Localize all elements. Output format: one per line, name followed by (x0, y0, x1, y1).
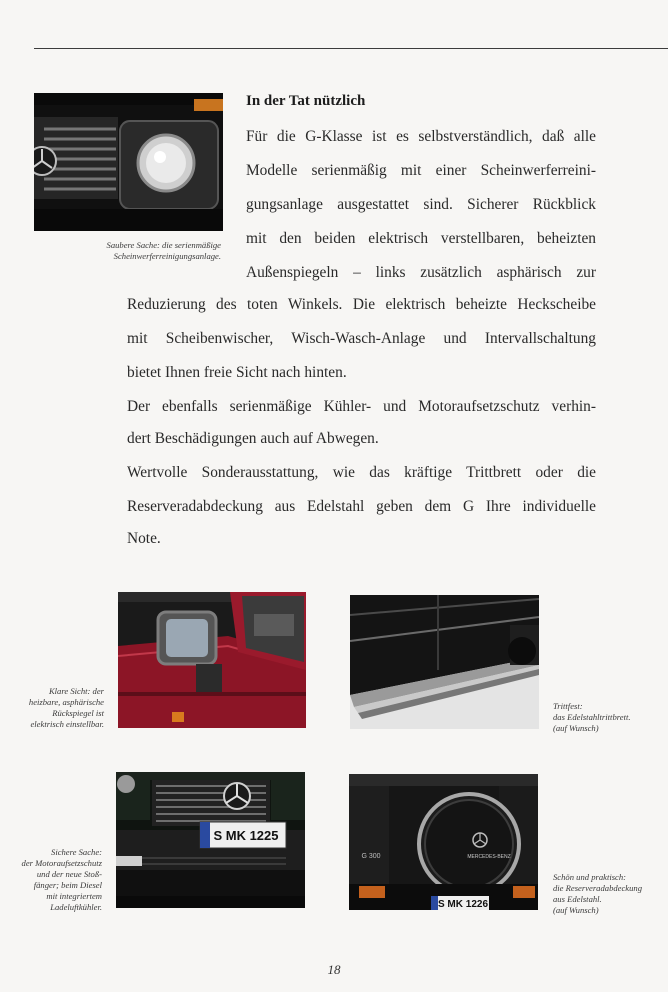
body-line: Außenspiegeln – links zusätzlich asphärisch zur (246, 264, 596, 281)
body-line: Wertvolle Sonderausstattung, wie das kräftige Trittbrett oder die (127, 464, 596, 481)
body-line: bietet Ihnen freie Sicht nach hinten. (127, 364, 347, 381)
headlamp-photo (34, 93, 223, 231)
caption-line: (auf Wunsch) (553, 905, 599, 915)
caption-line: Sichere Sache: (51, 847, 102, 857)
body-line: Modelle serienmäßig mit einer Scheinwerferreini- (246, 162, 596, 179)
caption-line: Scheinwerferreinigungsanlage. (113, 251, 221, 261)
caption-line: das Edelstahltrittbrett. (553, 712, 631, 722)
top-rule (34, 48, 668, 49)
step-photo (350, 595, 539, 729)
body-line: dert Beschädigungen auch auf Abwegen. (127, 430, 379, 447)
body-line: Der ebenfalls serienmäßige Kühler- und Motoraufsetzschutz verhin- (127, 398, 596, 415)
caption-line: (auf Wunsch) (553, 723, 599, 733)
caption-line: Rückspiegel ist (52, 708, 104, 718)
rear-plate-text: S MK 1226 (437, 899, 489, 910)
body-line: Für die G-Klasse ist es selbstverständlich, daß alle (246, 128, 596, 145)
body-line: mit den beiden elektrisch verstellbaren, beheizten (246, 230, 596, 247)
caption-line: die Reserveradabdeckung (553, 883, 643, 893)
body-line: gungsanlage ausgestattet sind. Sicherer Rückblick (246, 196, 596, 213)
grille-caption (0, 847, 102, 913)
caption-line: elektrisch einstellbar. (30, 719, 104, 729)
caption-line: heizbare, asphärische (28, 697, 104, 707)
mirror-image (118, 592, 306, 728)
step-image (350, 595, 539, 729)
spare-wheel-caption (553, 872, 668, 916)
page-number: 18 (327, 962, 341, 977)
body-line: Note. (127, 530, 161, 547)
cover-badge-text: MERCEDES-BENZ (467, 854, 511, 860)
grille-photo (116, 772, 305, 908)
front-plate-text: S MK 1225 (213, 828, 279, 843)
body-line: mit Scheibenwischer, Wisch-Wasch-Anlage und Intervallschaltung (127, 330, 596, 347)
step-caption (553, 701, 668, 734)
body-line: Reserveradabdeckung aus Edelstahl geben dem G Ihre individuelle (127, 498, 596, 515)
section-heading: In der Tat nützlich (246, 93, 366, 109)
spare-wheel-image (349, 774, 538, 910)
caption-line: Trittfest: (553, 701, 583, 711)
caption-line: Saubere Sache: die serienmäßige (106, 240, 221, 250)
caption-line: aus Edelstahl. (553, 894, 602, 904)
caption-line: der Motoraufsetzschutz (21, 858, 102, 868)
mirror-photo (118, 592, 306, 728)
caption-line: mit integriertem (46, 891, 102, 901)
model-badge-text: G 300 (361, 853, 381, 860)
caption-line: Schön und praktisch: (553, 872, 627, 882)
grille-image (116, 772, 305, 908)
spare-wheel-photo (349, 774, 538, 910)
body-line: Reduzierung des toten Winkels. Die elektrisch beheizte Heckscheibe (127, 296, 596, 313)
caption-line: und der neue Stoß- (36, 869, 102, 879)
caption-line: Ladeluftkühler. (50, 902, 102, 912)
mirror-caption (0, 686, 104, 730)
caption-line: fänger; beim Diesel (33, 880, 102, 890)
headlamp-caption (40, 240, 221, 262)
headlamp-image (34, 93, 223, 231)
caption-line: Klare Sicht: der (48, 686, 104, 696)
